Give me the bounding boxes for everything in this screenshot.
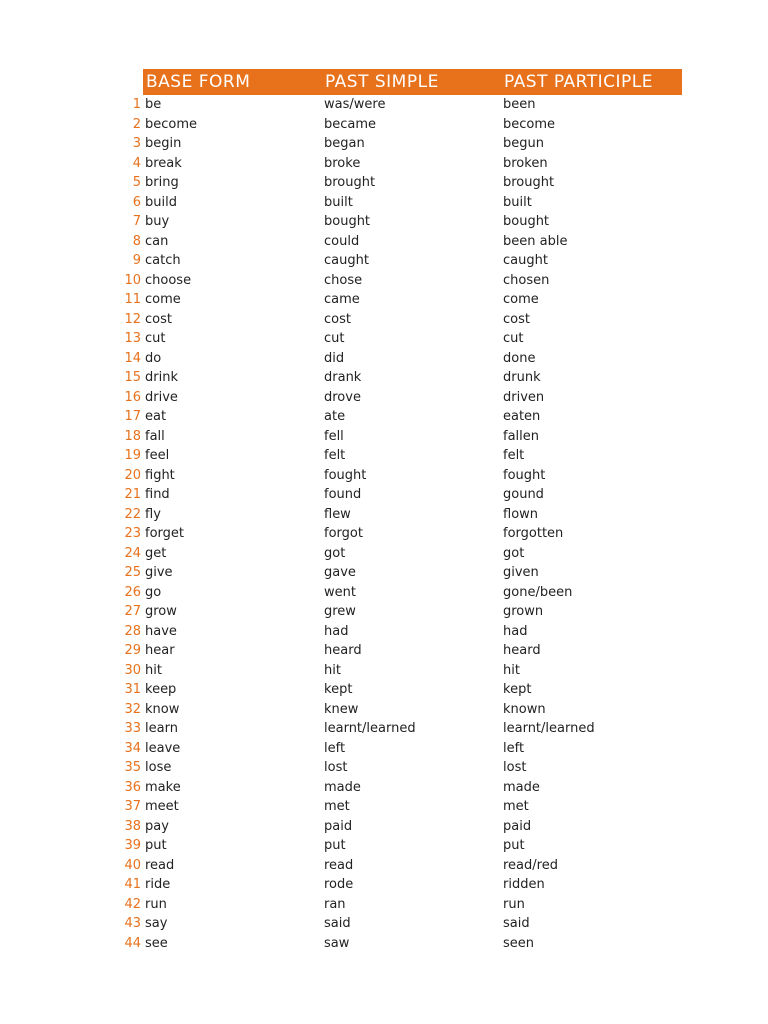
past-participle-cell: heard — [503, 643, 541, 658]
base-form-cell: give — [145, 565, 173, 580]
row-number: 43 — [124, 916, 141, 931]
table-row — [0, 719, 768, 739]
table-row — [0, 95, 768, 115]
past-simple-cell: built — [324, 194, 353, 210]
past-simple-cell: felt — [324, 448, 346, 463]
past-simple-cell: was/were — [324, 97, 386, 112]
base-form-cell: choose — [145, 272, 192, 288]
table-row — [0, 778, 768, 798]
past-participle-cell: built — [503, 194, 532, 210]
past-simple-cell: had — [324, 623, 349, 639]
base-form-cell: make — [145, 779, 181, 795]
table-row — [0, 739, 768, 759]
past-participle-cell: broken — [503, 155, 548, 171]
past-simple-cell: made — [324, 779, 361, 795]
table-row — [0, 602, 768, 622]
past-simple-cell: found — [324, 487, 362, 502]
table-row — [0, 836, 768, 856]
row-number: 42 — [124, 896, 141, 912]
past-participle-cell: fallen — [503, 428, 540, 444]
past-participle-cell: left — [503, 740, 525, 756]
past-participle-cell: lost — [503, 760, 527, 775]
base-form-cell: say — [145, 916, 168, 931]
base-form-cell: cut — [145, 331, 166, 346]
past-participle-cell: been able — [503, 233, 568, 249]
table-row — [0, 817, 768, 837]
table-row — [0, 173, 768, 193]
past-participle-cell: forgotten — [503, 526, 564, 541]
base-form-cell: catch — [145, 253, 181, 268]
table-row — [0, 329, 768, 349]
past-simple-cell: drank — [324, 370, 362, 385]
past-simple-cell: flew — [324, 506, 351, 522]
row-number: 27 — [124, 604, 141, 619]
past-simple-cell: brought — [324, 175, 376, 190]
base-form-cell: hit — [145, 662, 162, 678]
table-row — [0, 583, 768, 603]
past-simple-cell: became — [324, 116, 377, 132]
row-number: 34 — [124, 740, 141, 756]
base-form-cell: buy — [145, 214, 170, 229]
table-row — [0, 232, 768, 252]
base-form-cell: have — [145, 623, 177, 639]
past-participle-cell: seen — [503, 935, 535, 951]
past-participle-cell: run — [503, 896, 525, 912]
row-number: 12 — [124, 311, 141, 327]
past-participle-cell: driven — [503, 389, 545, 405]
past-participle-cell: cut — [503, 331, 524, 346]
past-participle-cell: met — [503, 799, 529, 814]
base-form-cell: put — [145, 838, 167, 853]
row-number: 26 — [124, 584, 141, 600]
table-row — [0, 797, 768, 817]
past-simple-cell: began — [324, 136, 365, 151]
past-simple-cell: cost — [324, 311, 351, 327]
table-body — [0, 95, 768, 953]
table-row — [0, 154, 768, 174]
past-participle-cell: come — [503, 292, 539, 307]
table-row — [0, 290, 768, 310]
row-number: 21 — [124, 487, 141, 502]
header-past-participle: PAST PARTICIPLE — [504, 72, 653, 92]
row-number: 6 — [132, 194, 141, 210]
past-participle-cell: hit — [503, 662, 520, 678]
past-participle-cell: flown — [503, 506, 539, 522]
row-number: 28 — [124, 623, 141, 639]
past-participle-cell: made — [503, 779, 540, 795]
table-row — [0, 427, 768, 447]
base-form-cell: do — [145, 350, 162, 366]
past-participle-cell: gone/been — [503, 584, 573, 600]
past-participle-cell: got — [503, 545, 525, 561]
past-participle-cell: paid — [503, 818, 532, 834]
base-form-cell: come — [145, 292, 181, 307]
table-row — [0, 856, 768, 876]
past-simple-cell: forgot — [324, 526, 363, 541]
table-header — [143, 69, 682, 95]
table-row — [0, 680, 768, 700]
past-simple-cell: fought — [324, 467, 367, 483]
row-number: 25 — [124, 565, 141, 580]
row-number: 44 — [124, 935, 141, 951]
table-row — [0, 758, 768, 778]
base-form-cell: be — [145, 97, 162, 112]
table-row — [0, 485, 768, 505]
row-number: 2 — [132, 116, 141, 132]
table-row — [0, 388, 768, 408]
past-participle-cell: grown — [503, 604, 544, 619]
table-row — [0, 641, 768, 661]
table-row — [0, 349, 768, 369]
base-form-cell: build — [145, 194, 177, 210]
table-row — [0, 661, 768, 681]
table-row — [0, 368, 768, 388]
base-form-cell: pay — [145, 818, 169, 834]
base-form-cell: leave — [145, 740, 181, 756]
past-participle-cell: eaten — [503, 409, 541, 424]
past-participle-cell: ridden — [503, 877, 545, 892]
past-participle-cell: done — [503, 350, 536, 366]
base-form-cell: go — [145, 584, 162, 600]
table-row — [0, 622, 768, 642]
base-form-cell: find — [145, 487, 170, 502]
row-number: 13 — [124, 331, 141, 346]
past-participle-cell: put — [503, 838, 525, 853]
row-number: 23 — [124, 526, 141, 541]
row-number: 24 — [124, 545, 141, 561]
header-base-form: BASE FORM — [146, 72, 251, 92]
past-participle-cell: kept — [503, 682, 532, 697]
row-number: 31 — [124, 682, 141, 697]
base-form-cell: ride — [145, 877, 171, 892]
past-simple-cell: chose — [324, 272, 363, 288]
past-simple-cell: put — [324, 838, 346, 853]
past-participle-cell: fought — [503, 467, 546, 483]
past-simple-cell: read — [324, 857, 354, 873]
table-row — [0, 544, 768, 564]
row-number: 19 — [124, 448, 141, 463]
row-number: 20 — [124, 467, 141, 483]
past-simple-cell: left — [324, 740, 346, 756]
base-form-cell: know — [145, 701, 180, 717]
table-row — [0, 914, 768, 934]
row-number: 15 — [124, 370, 141, 385]
row-number: 17 — [124, 409, 141, 424]
base-form-cell: run — [145, 896, 167, 912]
past-simple-cell: rode — [324, 877, 354, 892]
row-number: 10 — [124, 272, 141, 288]
past-simple-cell: caught — [324, 253, 369, 268]
row-number: 18 — [124, 428, 141, 444]
base-form-cell: feel — [145, 448, 170, 463]
table-row — [0, 895, 768, 915]
base-form-cell: eat — [145, 409, 167, 424]
table-row — [0, 212, 768, 232]
table-row — [0, 134, 768, 154]
row-number: 38 — [124, 818, 141, 834]
base-form-cell: meet — [145, 799, 179, 814]
row-number: 32 — [124, 701, 141, 717]
table-row — [0, 251, 768, 271]
base-form-cell: can — [145, 233, 169, 249]
row-number: 39 — [124, 838, 141, 853]
past-participle-cell: gound — [503, 487, 544, 502]
base-form-cell: drink — [145, 370, 178, 385]
past-participle-cell: caught — [503, 253, 548, 268]
past-simple-cell: learnt/learned — [324, 721, 416, 736]
past-simple-cell: cut — [324, 331, 345, 346]
base-form-cell: begin — [145, 136, 182, 151]
past-simple-cell: bought — [324, 214, 371, 229]
past-simple-cell: paid — [324, 818, 353, 834]
past-participle-cell: cost — [503, 311, 530, 327]
row-number: 30 — [124, 662, 141, 678]
past-participle-cell: given — [503, 565, 539, 580]
base-form-cell: lose — [145, 760, 172, 775]
past-simple-cell: kept — [324, 682, 353, 697]
past-simple-cell: saw — [324, 935, 350, 951]
row-number: 33 — [124, 721, 141, 736]
row-number: 3 — [132, 136, 141, 151]
table-row — [0, 466, 768, 486]
table-row — [0, 524, 768, 544]
base-form-cell: get — [145, 545, 167, 561]
row-number: 14 — [124, 350, 141, 366]
row-number: 37 — [124, 799, 141, 814]
past-participle-cell: felt — [503, 448, 525, 463]
past-simple-cell: grew — [324, 604, 356, 619]
table-row — [0, 271, 768, 291]
past-simple-cell: knew — [324, 701, 359, 717]
past-participle-cell: had — [503, 623, 528, 639]
table-row — [0, 407, 768, 427]
base-form-cell: forget — [145, 526, 184, 541]
row-number: 35 — [124, 760, 141, 775]
table-row — [0, 310, 768, 330]
row-number: 7 — [132, 214, 141, 229]
table-row — [0, 563, 768, 583]
past-participle-cell: become — [503, 116, 556, 132]
past-simple-cell: heard — [324, 643, 362, 658]
row-number: 41 — [124, 877, 141, 892]
past-simple-cell: went — [324, 584, 356, 600]
row-number: 8 — [132, 233, 141, 249]
past-simple-cell: ran — [324, 896, 346, 912]
past-participle-cell: chosen — [503, 272, 550, 288]
table-row — [0, 700, 768, 720]
table-row — [0, 875, 768, 895]
past-participle-cell: said — [503, 916, 530, 931]
base-form-cell: keep — [145, 682, 177, 697]
base-form-cell: fall — [145, 428, 165, 444]
past-simple-cell: got — [324, 545, 346, 561]
base-form-cell: learn — [145, 721, 178, 736]
base-form-cell: break — [145, 155, 182, 171]
base-form-cell: bring — [145, 175, 179, 190]
past-simple-cell: gave — [324, 565, 356, 580]
past-simple-cell: did — [324, 350, 345, 366]
past-participle-cell: begun — [503, 136, 544, 151]
past-simple-cell: hit — [324, 662, 341, 678]
row-number: 36 — [124, 779, 141, 795]
base-form-cell: cost — [145, 311, 172, 327]
base-form-cell: fly — [145, 506, 161, 522]
row-number: 9 — [132, 253, 141, 268]
past-simple-cell: could — [324, 233, 360, 249]
base-form-cell: read — [145, 857, 175, 873]
past-participle-cell: known — [503, 701, 546, 717]
table-row — [0, 193, 768, 213]
table-row — [0, 446, 768, 466]
past-simple-cell: fell — [324, 428, 344, 444]
past-participle-cell: brought — [503, 175, 555, 190]
base-form-cell: see — [145, 935, 168, 951]
past-participle-cell: read/red — [503, 857, 558, 873]
row-number: 29 — [124, 643, 141, 658]
past-simple-cell: broke — [324, 155, 361, 171]
past-participle-cell: learnt/learned — [503, 721, 595, 736]
past-simple-cell: ate — [324, 409, 346, 424]
row-number: 16 — [124, 389, 141, 405]
past-simple-cell: came — [324, 292, 360, 307]
base-form-cell: drive — [145, 389, 178, 405]
past-participle-cell: bought — [503, 214, 550, 229]
past-simple-cell: met — [324, 799, 350, 814]
past-simple-cell: lost — [324, 760, 348, 775]
table-row — [0, 115, 768, 135]
row-number: 5 — [132, 175, 141, 190]
past-simple-cell: said — [324, 916, 351, 931]
row-number: 4 — [132, 155, 141, 171]
past-participle-cell: been — [503, 97, 536, 112]
table-row — [0, 505, 768, 525]
row-number: 1 — [132, 97, 141, 112]
base-form-cell: fight — [145, 467, 175, 483]
past-participle-cell: drunk — [503, 370, 541, 385]
past-simple-cell: drove — [324, 389, 361, 405]
row-number: 11 — [124, 292, 141, 307]
row-number: 22 — [124, 506, 141, 522]
row-number: 40 — [124, 857, 141, 873]
header-past-simple: PAST SIMPLE — [325, 72, 439, 92]
base-form-cell: hear — [145, 643, 175, 658]
base-form-cell: grow — [145, 604, 177, 619]
table-row — [0, 934, 768, 954]
base-form-cell: become — [145, 116, 198, 132]
